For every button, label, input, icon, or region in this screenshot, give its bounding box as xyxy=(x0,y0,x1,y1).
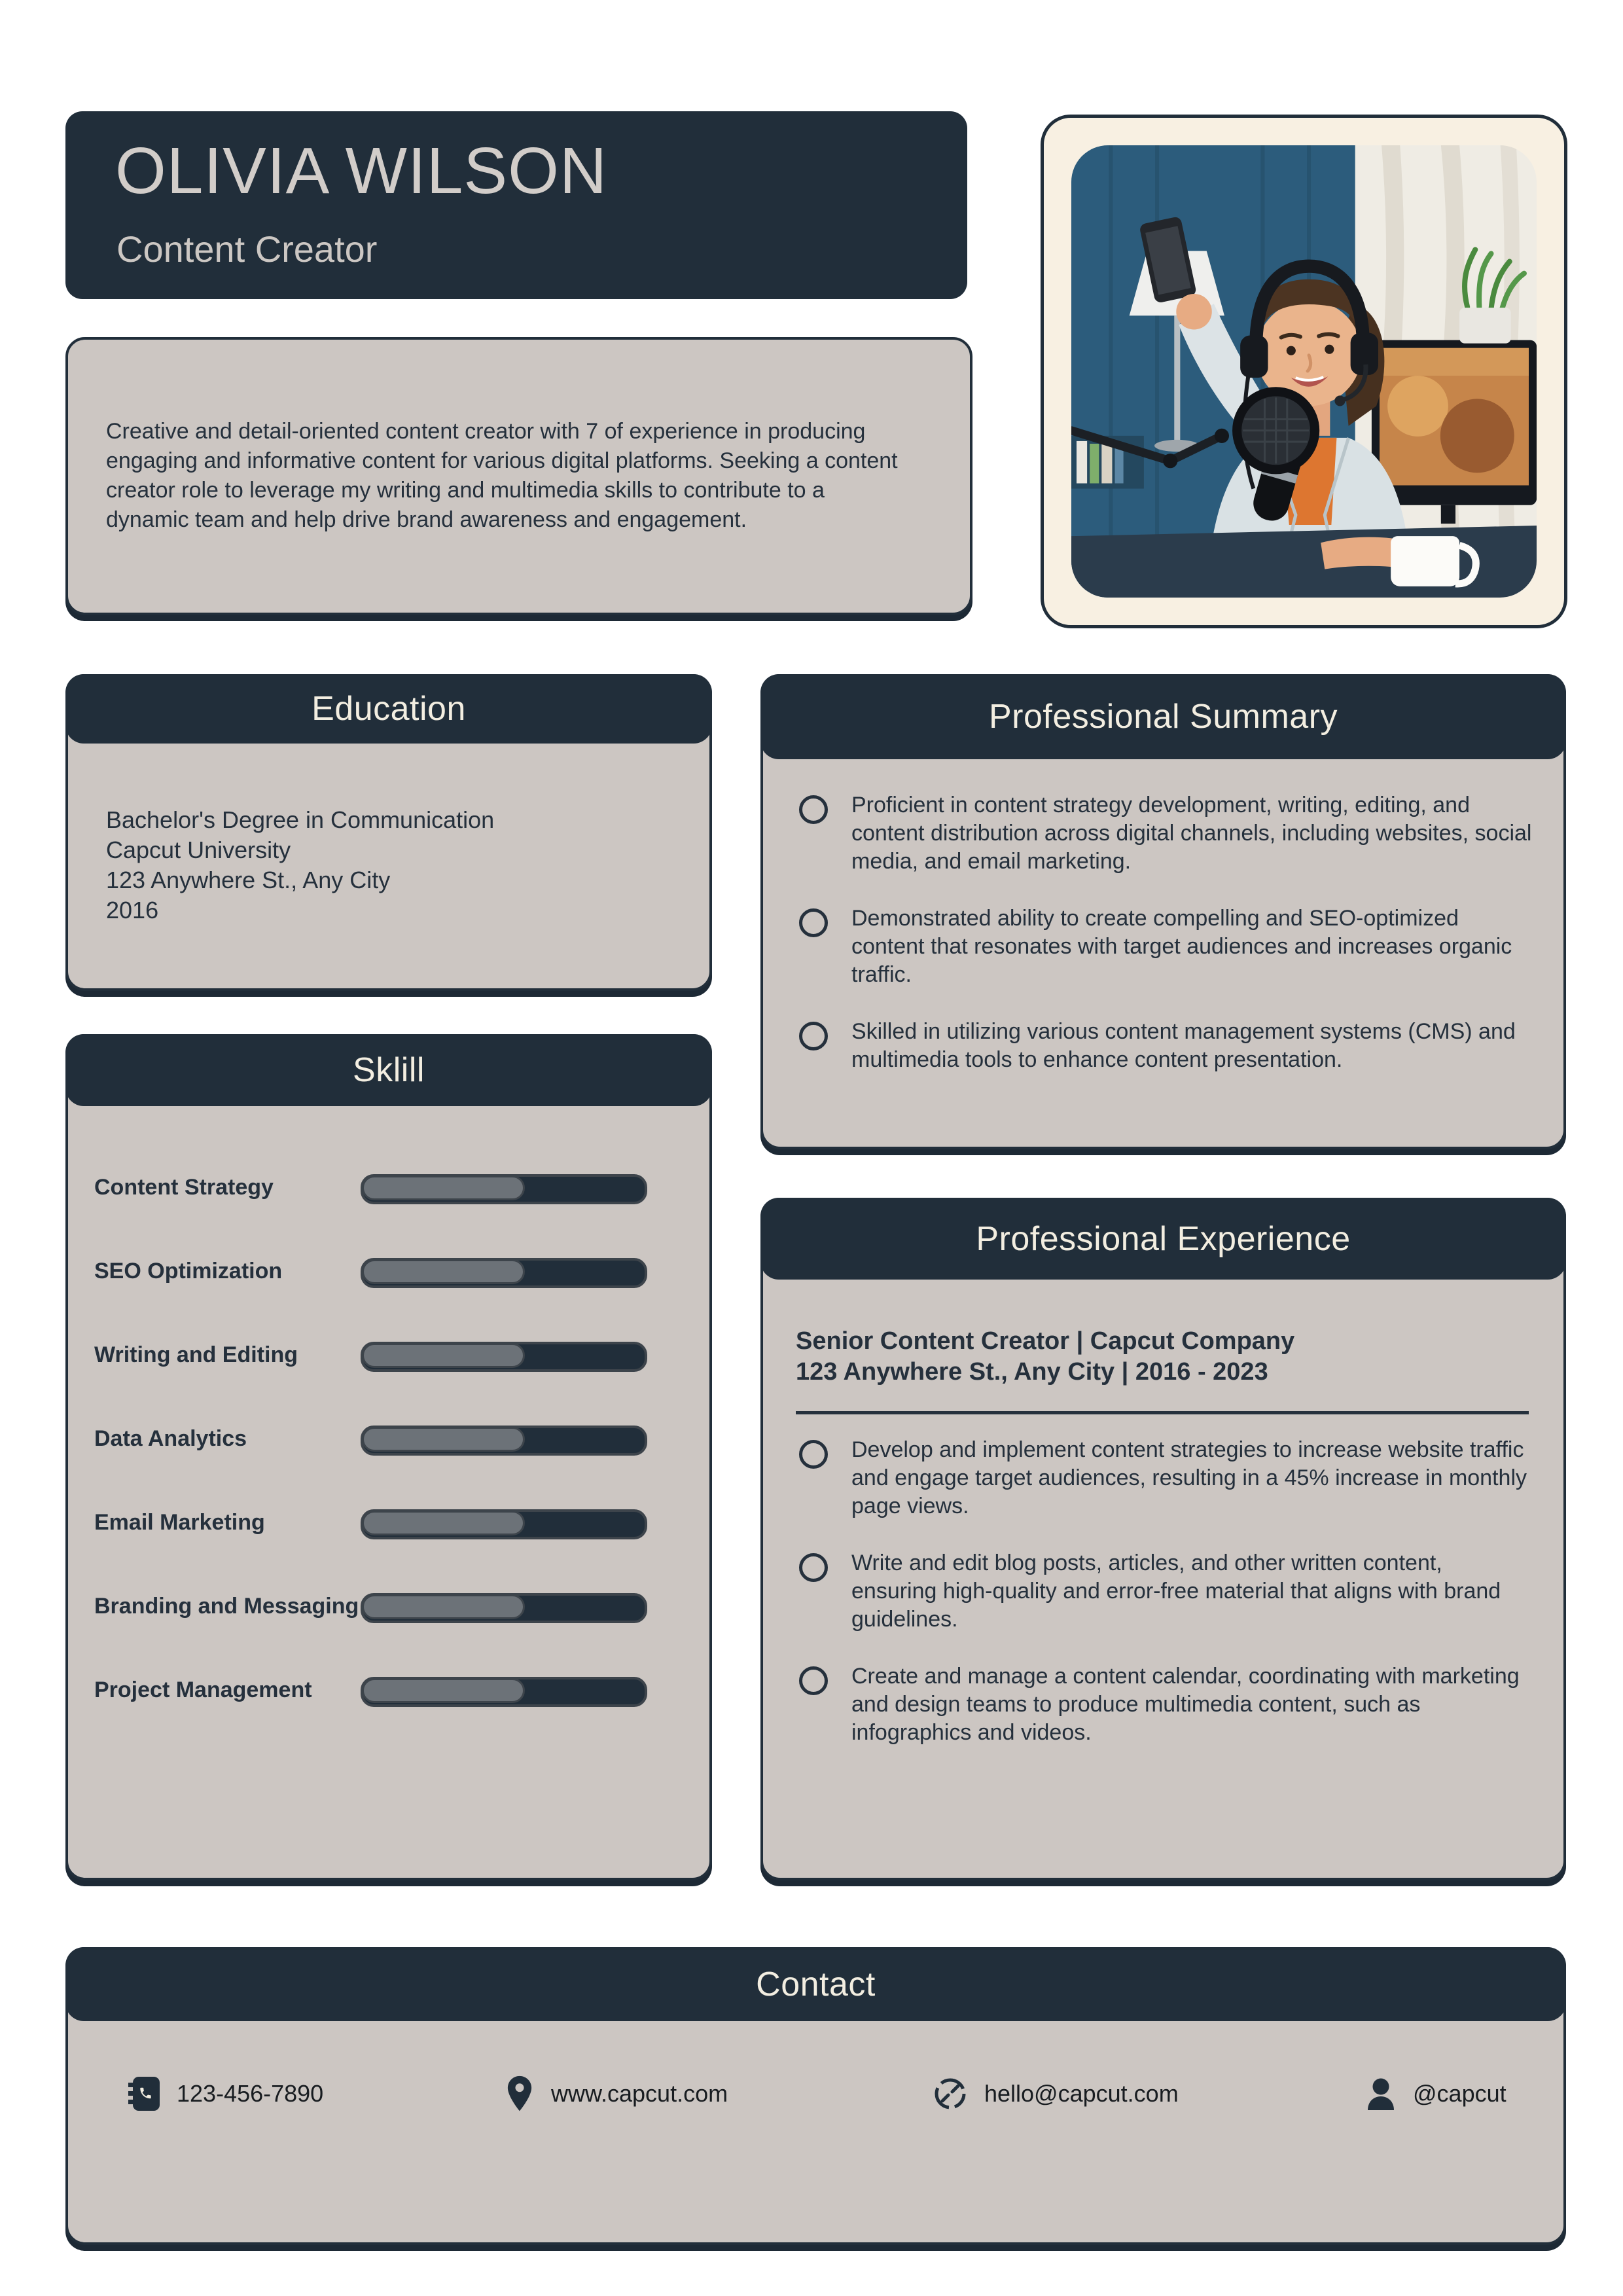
contact-header xyxy=(65,1947,1566,2021)
skills-header xyxy=(65,1034,712,1106)
contact-website-text: www.capcut.com xyxy=(551,2080,728,2107)
list-item xyxy=(799,791,1532,876)
contact-phone[interactable] xyxy=(128,2073,323,2115)
profile-photo-frame xyxy=(1041,115,1567,628)
skill-bar xyxy=(361,1509,647,1539)
list-item-text: Write and edit blog posts, articles, and other written content, ensuring high-quality and error-free material that aligns with brand guidelines. xyxy=(851,1551,1501,1632)
education-address: 123 Anywhere St., Any City xyxy=(106,867,391,893)
job-heading xyxy=(796,1326,1294,1388)
person-role: Content Creator xyxy=(116,228,378,270)
professional-summary-title: Professional Summary xyxy=(988,698,1338,736)
contact-handle[interactable] xyxy=(1366,2073,1507,2115)
skill-row xyxy=(68,1593,709,1619)
contact-email-text: hello@capcut.com xyxy=(984,2080,1179,2107)
list-item xyxy=(799,1018,1532,1074)
education-title: Education xyxy=(312,690,466,728)
location-icon xyxy=(505,2075,534,2113)
profile-photo-illustration xyxy=(1071,145,1537,598)
person-name: OLIVIA WILSON xyxy=(115,134,608,207)
skill-bar xyxy=(361,1342,647,1372)
circle-bullet-icon xyxy=(799,1022,828,1050)
experience-title: Professional Experience xyxy=(976,1219,1351,1258)
education-year: 2016 xyxy=(106,897,159,924)
skill-bar-fill xyxy=(362,1427,525,1452)
circle-bullet-icon xyxy=(799,908,828,937)
skill-bar xyxy=(361,1258,647,1288)
list-item-text: Demonstrated ability to create compelling and SEO-optimized content that resonates with target audiences and increases organic traffic. xyxy=(851,906,1512,987)
skill-row xyxy=(68,1258,709,1284)
skill-row xyxy=(68,1342,709,1368)
profile-photo xyxy=(1071,145,1537,598)
contact-title: Contact xyxy=(756,1965,876,2003)
phone-icon xyxy=(128,2077,160,2111)
education-degree: Bachelor's Degree in Communication xyxy=(106,806,495,833)
skill-label: SEO Optimization xyxy=(94,1259,283,1283)
skill-row xyxy=(68,1174,709,1200)
list-item-text: Develop and implement content strategies to increase website traffic and engage target audiences, resulting in a 45% increase in monthly page views. xyxy=(851,1437,1527,1518)
name-banner xyxy=(65,111,967,299)
skills-section xyxy=(65,1034,712,1880)
skills-title: Sklill xyxy=(353,1051,425,1089)
education-school: Capcut University xyxy=(106,836,291,863)
contact-email[interactable] xyxy=(933,2073,1179,2115)
skill-bar-fill xyxy=(362,1175,525,1200)
section-divider xyxy=(796,1411,1529,1414)
list-item-text: Skilled in utilizing various content management systems (CMS) and multimedia tools to enhance content presentation. xyxy=(851,1019,1516,1072)
skill-label: Project Management xyxy=(94,1677,312,1702)
education-section xyxy=(65,674,712,991)
skill-bar xyxy=(361,1677,647,1707)
skill-row xyxy=(68,1677,709,1703)
skill-bar-fill xyxy=(362,1511,525,1535)
objective-summary-text: Creative and detail-oriented content creator with 7 of experience in producing engaging and informative content for various digital platforms. Seeking a content creator role to leverage my writing and multimedia skills to contribute to a dynamic team and help drive brand awareness and engagement. xyxy=(106,419,898,532)
skill-label: Email Marketing xyxy=(94,1510,265,1535)
link-icon xyxy=(933,2077,967,2111)
education-details xyxy=(106,805,494,925)
professional-summary-section xyxy=(760,674,1566,1149)
contact-section xyxy=(65,1947,1566,2245)
skill-label: Branding and Messaging xyxy=(94,1594,359,1619)
circle-bullet-icon xyxy=(799,1666,828,1695)
experience-section xyxy=(760,1198,1566,1880)
skill-bar xyxy=(361,1426,647,1456)
list-item xyxy=(799,1549,1532,1634)
experience-header xyxy=(760,1198,1566,1280)
education-header xyxy=(65,674,712,744)
contact-phone-text: 123-456-7890 xyxy=(177,2080,324,2107)
contact-website[interactable] xyxy=(505,2073,728,2115)
list-item xyxy=(799,905,1532,989)
skill-row xyxy=(68,1426,709,1452)
professional-summary-header xyxy=(760,674,1566,759)
objective-summary-card xyxy=(65,337,972,615)
experience-list xyxy=(799,1436,1532,1747)
skill-label: Writing and Editing xyxy=(94,1342,298,1367)
job-location-dates: 123 Anywhere St., Any City | 2016 - 2023 xyxy=(796,1358,1268,1386)
circle-bullet-icon xyxy=(799,1553,828,1582)
skill-bar xyxy=(361,1593,647,1623)
list-item-text: Create and manage a content calendar, coordinating with marketing and design teams to produce multimedia content, such as infographics and videos. xyxy=(851,1664,1520,1745)
skill-label: Content Strategy xyxy=(94,1175,274,1200)
skill-bar-fill xyxy=(362,1343,525,1368)
list-item xyxy=(799,1436,1532,1520)
skill-bar-fill xyxy=(362,1594,525,1619)
skill-label: Data Analytics xyxy=(94,1426,247,1451)
skill-bar-fill xyxy=(362,1259,525,1284)
skill-bar xyxy=(361,1174,647,1204)
list-item xyxy=(799,1662,1532,1747)
contact-handle-text: @capcut xyxy=(1413,2080,1507,2107)
professional-summary-list xyxy=(799,791,1532,1074)
list-item-text: Proficient in content strategy development, writing, editing, and content distribution across digital channels, including websites, social media, and email marketing. xyxy=(851,793,1532,874)
skill-row xyxy=(68,1509,709,1535)
job-role-company: Senior Content Creator | Capcut Company xyxy=(796,1327,1295,1355)
circle-bullet-icon xyxy=(799,1440,828,1469)
circle-bullet-icon xyxy=(799,795,828,824)
person-icon xyxy=(1366,2077,1396,2110)
skill-bar-fill xyxy=(362,1678,525,1703)
